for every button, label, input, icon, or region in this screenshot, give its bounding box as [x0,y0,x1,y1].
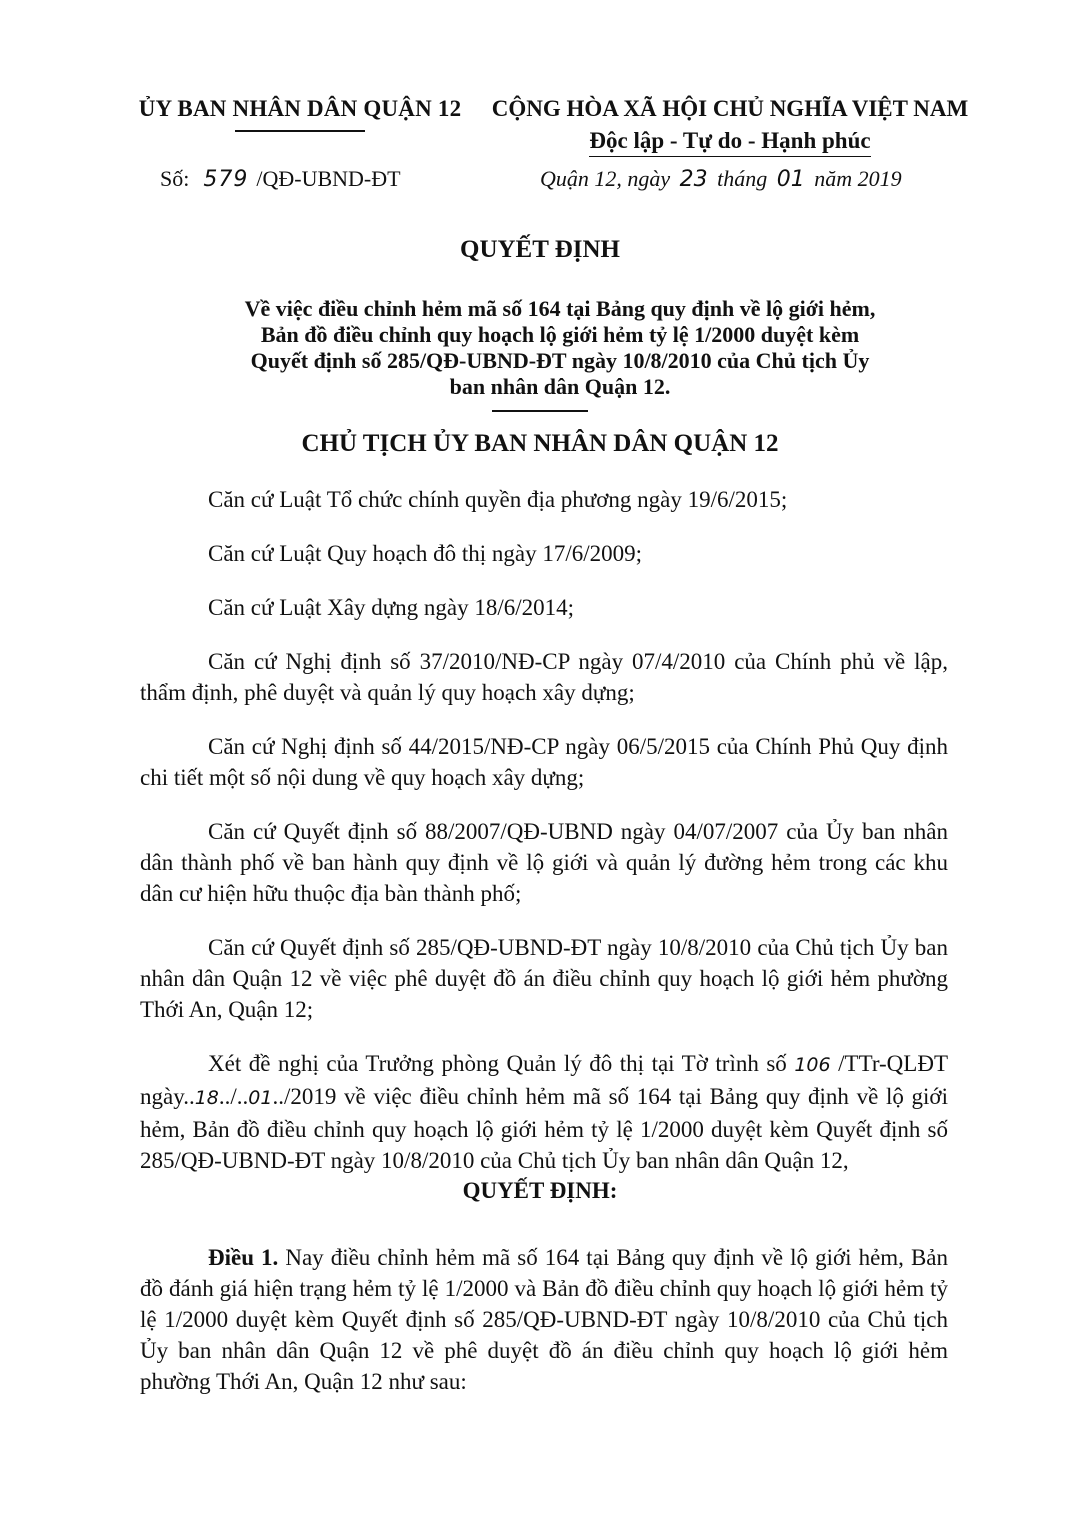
date-month-label: tháng [717,166,768,191]
basis-paragraph: Căn cứ Luật Quy hoạch đô thị ngày 17/6/2009; [208,541,643,566]
legal-bases [140,484,948,1199]
article-1-paragraph [140,1242,948,1397]
article-1-label: Điều 1. [208,1245,279,1270]
document-number [160,166,401,192]
proposal-paragraph: Xét đề nghị của Trưởng phòng Quản lý đô thị tại Tờ trình số 106 /TTr-QLĐT ngày..18../..01../2019 về việc điều chỉnh hẻm mã số 164 tại Bảng quy định về lộ giới hẻm, Bản đồ điều chỉnh quy hoạch lộ giới hẻm tỷ lệ 1/2000 duyệt kèm Quyết định số 285/QĐ-UBND-ĐT ngày 10/8/2010 của Chủ tịch Ủy ban nhân dân Quận 12, [140,1051,948,1173]
document-subject [220,296,900,400]
basis-paragraph: Căn cứ Luật Xây dựng ngày 18/6/2014; [208,595,575,620]
subject-line: Quyết định số 285/QĐ-UBND-ĐT ngày 10/8/2010 của Chủ tịch Ủy [250,348,870,373]
proposal-month-handwritten: 01 [248,1087,273,1109]
agency-block [130,96,470,132]
nation-name: CỘNG HÒA XÃ HỘI CHỦ NGHĨA VIỆT NAM [491,96,969,121]
subject-line: Bản đồ điều chỉnh quy hoạch lộ giới hẻm tỷ lệ 1/2000 duyệt kèm [260,322,860,347]
proposal-text-3: /2019 về việc điều chỉnh hẻm mã số 164 tại Bảng quy định về lộ giới hẻm, Bản đồ điều chỉnh quy hoạch lộ giới hẻm tỷ lệ 1/2000 duyệt kèm Quyết định số 285/QĐ-UBND-ĐT ngày 10/8/2010 của Chủ tịch Ủy ban nhân dân Quận 12, [140,1084,948,1173]
date-month: 01 [776,167,805,192]
proposal-day-handwritten: 18 [194,1087,219,1109]
basis-paragraph: Căn cứ Quyết định số 285/QĐ-UBND-ĐT ngày 10/8/2010 của Chủ tịch Ủy ban nhân dân Quận 12 về việc phê duyệt đồ án điều chỉnh quy hoạch lộ giới hẻm phường Thới An, Quận 12; [140,935,948,1022]
decision-heading: QUYẾT ĐỊNH: [462,1178,618,1203]
basis-paragraph: Căn cứ Nghị định số 37/2010/NĐ-CP ngày 07/4/2010 của Chính phủ về lập, thẩm định, phê duyệt và quản lý quy hoạch xây dựng; [140,649,948,705]
proposal-number-handwritten: 106 [794,1054,831,1076]
article-1-text: Nay điều chỉnh hẻm mã số 164 tại Bảng quy định về lộ giới hẻm, Bản đồ đánh giá hiện trạng hẻm tỷ lệ 1/2000 và Bản đồ điều chỉnh quy hoạch lộ giới hẻm tỷ lệ 1/2000 duyệt kèm Quyết định số 285/QĐ-UBND-ĐT ngày 10/8/2010 của Chủ tịch Ủy ban nhân dân Quận 12 về phê duyệt đồ án điều chỉnh quy hoạch lộ giới hẻm phường Thới An, Quận 12 như sau: [140,1245,949,1394]
number-handwritten: 579 [203,167,249,192]
basis-paragraph: Căn cứ Luật Tổ chức chính quyền địa phương ngày 19/6/2015; [208,487,788,512]
proposal-text-1: Xét đề nghị của Trưởng phòng Quản lý đô thị tại Tờ trình số [208,1051,787,1076]
proposal-text-2: /TTr-QLĐT ngày [140,1051,948,1109]
basis-paragraph: Căn cứ Quyết định số 88/2007/QĐ-UBND ngày 04/07/2007 của Ủy ban nhân dân thành phố về ban hành quy định về lộ giới và quản lý đường hẻm trong các khu dân cư hiện hữu thuộc địa bàn thành phố; [140,819,948,906]
basis-paragraph: Căn cứ Nghị định số 44/2015/NĐ-CP ngày 06/5/2015 của Chính Phủ Quy định chi tiết một số nội dung về quy hoạch xây dựng; [140,734,948,790]
nation-block [480,96,980,157]
agency-underline [235,130,365,132]
agency-name: ỦY BAN NHÂN DÂN QUẬN 12 [138,96,462,121]
date-day: 23 [679,167,708,192]
number-suffix: /QĐ-UBND-ĐT [256,166,401,191]
date-year: năm 2019 [814,166,902,191]
nation-motto: Độc lập - Tự do - Hạnh phúc [589,128,870,157]
date-place: Quận 12, ngày [540,166,671,191]
number-prefix: Số: [160,166,190,191]
subject-line: ban nhân dân Quận 12. [449,374,671,399]
document-date [540,166,902,192]
subject-underline [492,410,588,412]
subject-line: Về việc điều chỉnh hẻm mã số 164 tại Bảng quy định về lộ giới hẻm, [244,296,876,321]
document-title: QUYẾT ĐỊNH [460,236,620,263]
authority-heading: CHỦ TỊCH ỦY BAN NHÂN DÂN QUẬN 12 [301,430,779,457]
article-1 [140,1242,948,1397]
